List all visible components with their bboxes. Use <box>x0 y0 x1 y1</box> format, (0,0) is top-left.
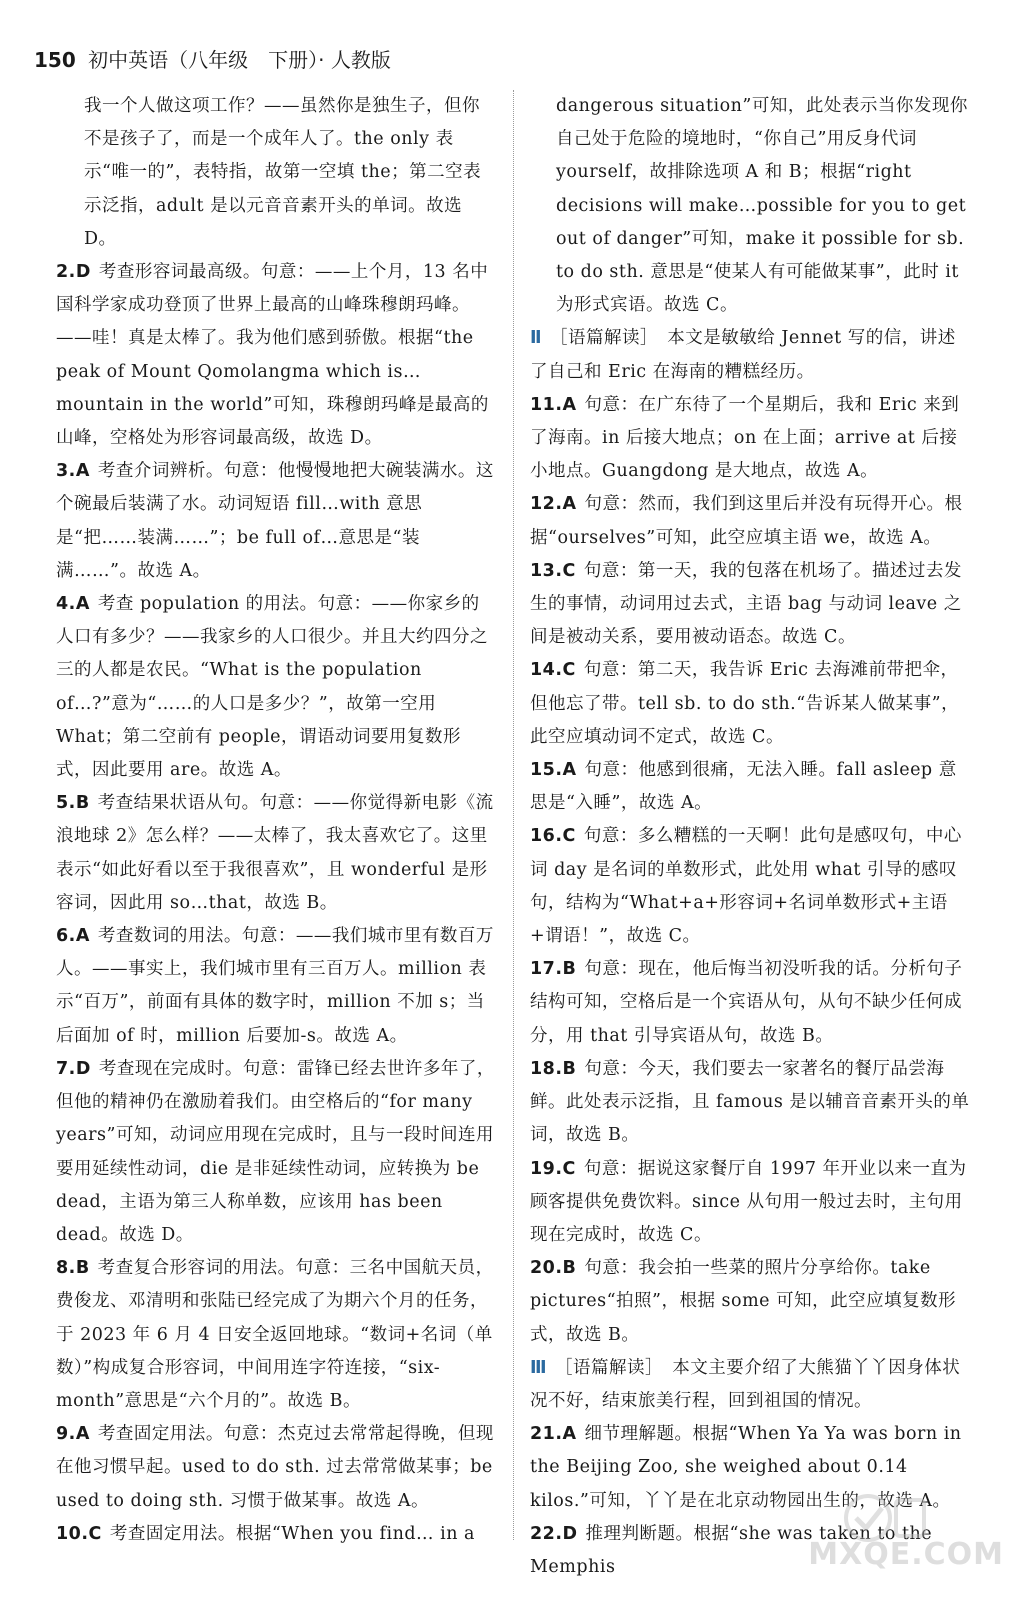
answer-number: 2.D <box>56 262 91 283</box>
answer-item <box>56 455 496 588</box>
answer-item <box>56 1252 496 1418</box>
answer-item <box>530 754 970 820</box>
answer-explanation: 句意：多么糟糕的一天啊！此句是感叹句，中心词 day 是名词的单数形式，此处用 what 引导的感叹句，结构为“What+a+形容词+名词单数形式+主语+谓语！”，故选 C。 <box>530 826 962 947</box>
answer-explanation: 考查数词的用法。句意：——我们城市里有数百万人。——事实上，我们城市里有三百万人。million 表示“百万”，前面有具体的数字时，million 不加 s；当后面加 of 时，million 后要加-s。故选 A。 <box>56 926 494 1046</box>
watermark-logo <box>808 1490 1010 1580</box>
answer-explanation: 句意：现在，他后悔当初没听我的话。分析句子结构可知，空格后是一个宾语从句，从句不缺少任何成分，用 that 引导宾语从句，故选 B。 <box>530 959 963 1046</box>
answer-number: 5.B <box>56 793 90 814</box>
answer-number: 14.C <box>530 660 576 681</box>
answer-number: 16.C <box>530 826 576 847</box>
answer-item <box>56 1518 496 1551</box>
answer-item <box>530 555 970 655</box>
section-summary: ［语篇解读］ 本文主要介绍了大熊猫丫丫因身体状况不好，结束旅美行程，回到祖国的情况。 <box>530 1357 961 1411</box>
answer-number: 6.A <box>56 926 90 947</box>
answer-explanation: 句意：然而，我们到这里后并没有玩得开心。根据“ourselves”可知，此空应填主语 we，故选 A。 <box>530 494 963 548</box>
answer-item <box>56 787 496 920</box>
answer-explanation: 句意：据说这家餐厅自 1997 年开业以来一直为顾客提供免费饮料。since 从句用一般过去时，主句用现在完成时，故选 C。 <box>530 1158 967 1245</box>
answer-item <box>56 920 496 1053</box>
answer-number: 8.B <box>56 1258 90 1279</box>
right-column <box>530 90 970 1584</box>
answer-number: 3.A <box>56 461 90 482</box>
answer-explanation: 考查形容词最高级。句意：——上个月，13 名中国科学家成功登顶了世界上最高的山峰珠穆朗玛峰。——哇！真是太棒了。我为他们感到骄傲。根据“the peak of Mount Qomolangma which is…mountain in the world”可知，珠穆朗玛峰是最高的山峰，空格处为形容词最高级，故选 D。 <box>56 262 489 449</box>
answer-explanation: 句意：第一天，我的包落在机场了。描述过去发生的事情，动词用过去式，主语 bag 与动词 leave 之间是被动关系，要用被动语态。故选 C。 <box>530 560 962 648</box>
answer-item <box>56 1053 496 1252</box>
section-mark: Ⅲ <box>530 1357 548 1378</box>
column-divider <box>513 90 514 1540</box>
continuation-text: 我一个人做这项工作？——虽然你是独生子，但你不是孩子了，而是一个成年人了。the only 表示“唯一的”，表特指，故第一空填 the；第二空表示泛指，adult 是以元音音素开头的单词。故选 D。 <box>84 96 482 249</box>
page-number: 150 <box>34 48 76 72</box>
answer-explanation: 句意：我会拍一些菜的照片分享给你。take pictures“拍照”，根据 some 可知，此空应填复数形式，故选 B。 <box>530 1258 957 1345</box>
watermark-text: MXQE.COM <box>808 1537 1004 1572</box>
answer-explanation: 考查 population 的用法。句意：——你家乡的人口有多少？——我家乡的人口很少。并且大约四分之三的人都是农民。“What is the population of…?”意为“……的人口是多少？”，故第一空用 What；第二空前有 people，谓语动词要用复数形式，因此要用 are。故选 A。 <box>56 594 488 781</box>
answer-item <box>530 1153 970 1253</box>
answer-item <box>530 820 970 953</box>
answer-explanation: 考查复合形容词的用法。句意：三名中国航天员，费俊龙、邓清明和张陆已经完成了为期六个月的任务，于 2023 年 6 月 4 日安全返回地球。“数词+名词（单数）”构成复合形容词，中间用连字符连接，“six-month”意思是“六个月的”。故选 B。 <box>56 1258 494 1411</box>
answer-explanation: 考查结果状语从句。句意：——你觉得新电影《流浪地球 2》怎么样？——太棒了，我太喜欢它了。这里表示“如此好看以至于我很喜欢”，且 wonderful 是形容词，因此用 so…that，故选 B。 <box>56 793 494 913</box>
answer-number: 18.B <box>530 1058 577 1079</box>
answer-explanation: 考查现在完成时。句意：雷锋已经去世许多年了，但他的精神仍在激励着我们。由空格后的“for many years”可知，动词应用现在完成时，且与一段时间连用要用延续性动词，die 是非延续性动词，应转换为 be dead，主语为第三人称单数，应该用 has been dead。故选 D。 <box>56 1058 495 1245</box>
book-title: 初中英语（八年级 下册）· 人教版 <box>88 48 391 72</box>
answer-number: 7.D <box>56 1058 91 1079</box>
answer-number: 17.B <box>530 959 577 980</box>
section-heading-2 <box>530 322 970 388</box>
answer-number: 15.A <box>530 760 577 781</box>
answer-explanation: 推理判断题。根据“she was taken to the Memphis <box>530 1523 933 1577</box>
answer-item <box>530 389 970 489</box>
left-column <box>56 90 496 1551</box>
section-heading-3 <box>530 1352 970 1418</box>
answer-number: 19.C <box>530 1158 576 1179</box>
continuation-text: dangerous situation”可知，此处表示当你发现你自己处于危险的境地时，“你自己”用反身代词 yourself，故排除选项 A 和 B；根据“right decisions will make…possible for you to get out of danger”可知，make it possible for sb. to do sth. 意思是“使某人有可能做某事”，此时 it 为形式宾语。故选 C。 <box>556 96 968 316</box>
answer-number: 22.D <box>530 1523 578 1544</box>
answer-explanation: 句意：第二天，我告诉 Eric 去海滩前带把伞，但他忘了带。tell sb. to do sth.“告诉某人做某事”，此空应填动词不定式，故选 C。 <box>530 660 960 747</box>
answer-number: 12.A <box>530 494 577 515</box>
answer-number: 21.A <box>530 1424 577 1445</box>
page-header <box>34 44 391 73</box>
answer-explanation: 考查固定用法。根据“When you find… in a <box>109 1523 475 1544</box>
answer-item <box>56 256 496 455</box>
answer-item <box>530 1252 970 1352</box>
answer-item <box>56 588 496 787</box>
answer-number: 4.A <box>56 594 90 615</box>
answer-explanation: 考查介词辨析。句意：他慢慢地把大碗装满水。这个碗最后装满了水。动词短语 fill…with 意思是“把……装满……”；be full of…意思是“装满……”。故选 A。 <box>56 461 494 581</box>
answer-explanation: 句意：今天，我们要去一家著名的餐厅品尝海鲜。此处表示泛指，且 famous 是以辅音音素开头的单词，故选 B。 <box>530 1058 970 1146</box>
section-summary: ［语篇解读］ 本文是敏敏给 Jennet 写的信，讲述了自己和 Eric 在海南的糟糕经历。 <box>530 328 956 382</box>
answer-number: 20.B <box>530 1258 577 1279</box>
answer-explanation: 句意：他感到很痛，无法入睡。fall asleep 意思是“入睡”，故选 A。 <box>530 760 957 814</box>
answer-list-right-a <box>530 389 970 1352</box>
answer-explanation: 细节理解题。根据“When Ya Ya was born in the Beijing Zoo, she weighed about 0.14 kilos.”可知，丫丫是在北京动物园出生的，故选 A。 <box>530 1424 962 1511</box>
answer-item <box>530 1053 970 1153</box>
answer-number: 11.A <box>530 394 577 415</box>
answer-number: 13.C <box>530 560 576 581</box>
answer-list-left <box>56 256 496 1551</box>
answer-item <box>530 488 970 554</box>
section-mark: Ⅱ <box>530 328 543 349</box>
answer-item <box>56 1418 496 1518</box>
answer-number: 9.A <box>56 1424 90 1445</box>
answer-item <box>530 654 970 754</box>
answer-explanation: 句意：在广东待了一个星期后，我和 Eric 来到了海南。in 后接大地点；on 在上面；arrive at 后接小地点。Guangdong 是大地点，故选 A。 <box>530 394 960 482</box>
answer-number: 10.C <box>56 1523 102 1544</box>
answer-item <box>530 953 970 1053</box>
answer-explanation: 考查固定用法。句意：杰克过去常常起得晚，但现在他习惯早起。used to do sth. 过去常常做某事；be used to doing sth. 习惯于做某事。故选 A。 <box>56 1424 494 1511</box>
